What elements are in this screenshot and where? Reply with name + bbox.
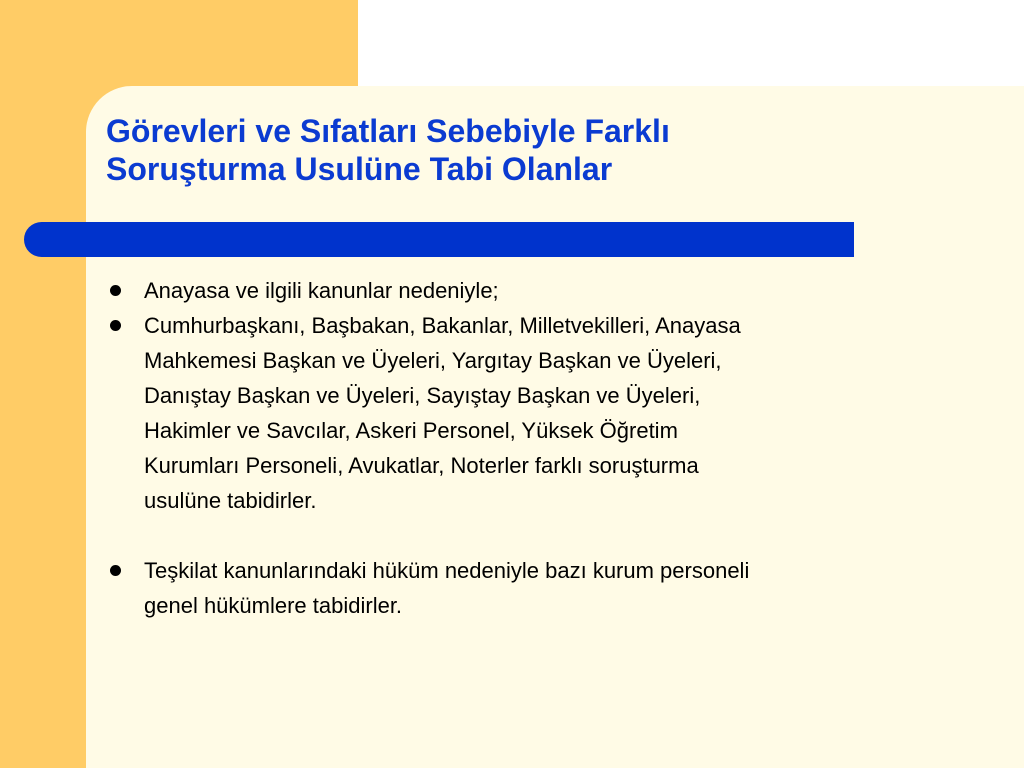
bullet-line: Teşkilat kanunlarındaki hüküm nedeniyle bazı kurum personeli xyxy=(144,558,750,583)
bullet-list xyxy=(108,273,958,623)
bullet-line: Hakimler ve Savcılar, Askeri Personel, Yüksek Öğretim xyxy=(144,418,678,443)
bullet-item xyxy=(108,553,958,623)
bullet-line: usulüne tabidirler. xyxy=(144,488,317,513)
slide-title-line: Soruşturma Usulüne Tabi Olanlar xyxy=(106,151,613,187)
bullet-dot-icon xyxy=(110,285,121,296)
bullet-item xyxy=(108,308,958,518)
bullet-line: genel hükümlere tabidirler. xyxy=(144,593,403,618)
bullet-line: Anayasa ve ilgili kanunlar nedeniyle; xyxy=(144,278,499,303)
slide-title xyxy=(106,112,966,188)
bullet-dot-icon xyxy=(110,565,121,576)
bullet-item xyxy=(108,273,958,308)
bullet-line: Mahkemesi Başkan ve Üyeleri, Yargıtay Başkan ve Üyeleri, xyxy=(144,348,722,373)
bullet-line: Kurumları Personeli, Avukatlar, Noterler farklı soruşturma xyxy=(144,453,699,478)
slide-title-line: Görevleri ve Sıfatları Sebebiyle Farklı xyxy=(106,113,670,149)
bullet-line: Danıştay Başkan ve Üyeleri, Sayıştay Başkan ve Üyeleri, xyxy=(144,383,701,408)
bullet-text xyxy=(144,308,958,518)
bullet-text xyxy=(144,553,958,623)
title-divider-bar xyxy=(24,222,854,257)
bullet-text xyxy=(144,273,958,308)
bullet-line: Cumhurbaşkanı, Başbakan, Bakanlar, Milletvekilleri, Anayasa xyxy=(144,313,741,338)
bullet-dot-icon xyxy=(110,320,121,331)
